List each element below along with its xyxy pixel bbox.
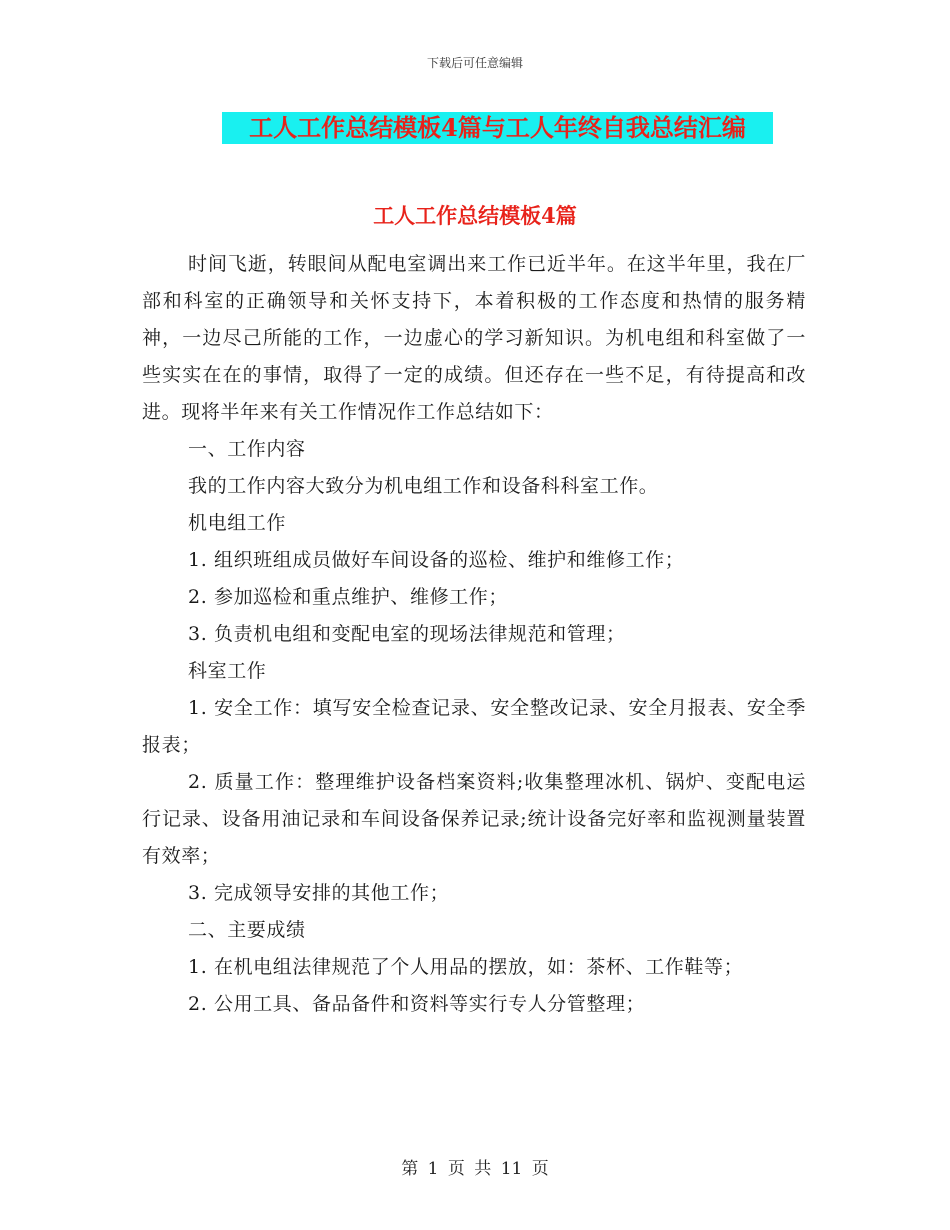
list-item: 2. 公用工具、备品备件和资料等实行专人分管整理； — [188, 993, 646, 1015]
heading-achievements: 二、主要成绩 — [188, 919, 306, 941]
list-item: 1. 在机电组法律规范了个人用品的摆放，如：茶杯、工作鞋等； — [188, 956, 744, 978]
header-note: 下载后可任意编辑 — [426, 56, 523, 70]
heading-work-content: 一、工作内容 — [188, 438, 306, 460]
list-item: 2. 质量工作：整理维护设备档案资料;收集整理冰机、锅炉、变配电运行记录、设备用油记录和车间设备保养记录;统计设备完好率和监视测量装置有效率； — [142, 771, 806, 867]
list-item: 3. 负责机电组和变配电室的现场法律规范和管理； — [188, 623, 626, 645]
page-number: 第 1 页 共 11 页 — [401, 1159, 549, 1179]
document-title: 工人工作总结模板4篇与工人年终自我总结汇编 — [222, 112, 773, 144]
list-item: 3. 完成领导安排的其他工作； — [188, 882, 450, 904]
paragraph-work-scope: 我的工作内容大致分为机电组工作和设备科科室工作。 — [188, 475, 659, 497]
heading-office-work: 科室工作 — [188, 660, 267, 682]
intro-paragraph: 时间飞逝，转眼间从配电室调出来工作已近半年。在这半年里，我在厂部和科室的正确领导和关怀支持下，本着积极的工作态度和热情的服务精神，一边尽己所能的工作，一边虚心的学习新知识。为机电组和科室做了一些实实在在的事情，取得了一定的成绩。但还存在一些不足，有待提高和改进。现将半年来有关工作情况作工作总结如下： — [142, 253, 806, 423]
document-body — [142, 246, 806, 1023]
list-item: 2. 参加巡检和重点维护、维修工作； — [188, 586, 508, 608]
heading-mechanical-group: 机电组工作 — [188, 512, 287, 534]
list-item: 1. 安全工作：填写安全检查记录、安全整改记录、安全月报表、安全季报表； — [142, 697, 806, 756]
list-item: 1. 组织班组成员做好车间设备的巡检、维护和维修工作； — [188, 549, 685, 571]
section-title: 工人工作总结模板4篇 — [373, 203, 577, 228]
